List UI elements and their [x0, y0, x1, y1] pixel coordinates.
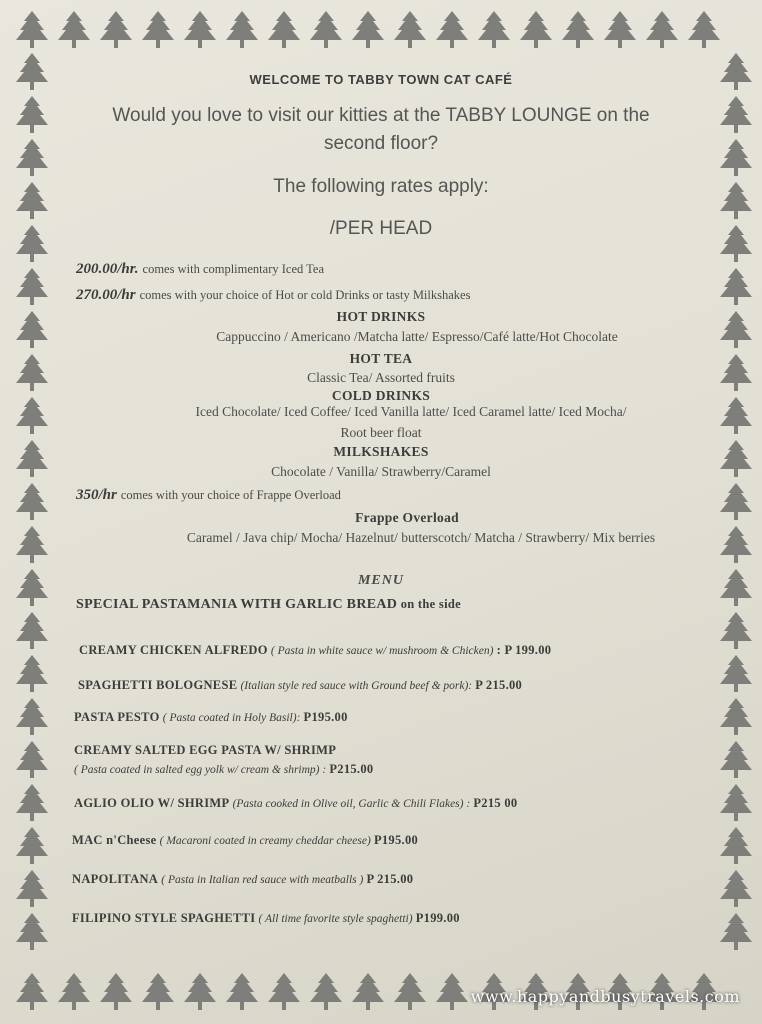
dish-price: P 215.00 [366, 872, 414, 886]
tree-icon [14, 267, 50, 307]
tree-icon [56, 972, 92, 1012]
tree-icon [718, 826, 754, 866]
tree-icon [14, 611, 50, 651]
tree-icon [14, 783, 50, 823]
rate-price: 270.00/hr [76, 287, 136, 303]
dish-desc: ( Pasta coated in Holy Basil): [162, 712, 301, 724]
rate-row-200 [76, 260, 324, 278]
dish-napolitana [72, 872, 413, 887]
tree-icon [718, 267, 754, 307]
dish-price: P199.00 [415, 911, 460, 925]
rate-desc: comes with your choice of Hot or cold Drinks or tasty Milkshakes [139, 288, 471, 302]
dish-name: FILIPINO STYLE SPAGHETTI [72, 911, 256, 925]
tree-icon [182, 10, 218, 50]
tree-icon [14, 697, 50, 737]
dish-desc: ( All time favorite style spaghetti) [258, 913, 413, 925]
tree-icon [718, 869, 754, 909]
tree-icon [392, 10, 428, 50]
hot-tea-heading: HOT TEA [349, 351, 413, 366]
dish-price: P215 00 [473, 796, 518, 810]
dish-name: MAC n'Cheese [72, 833, 157, 847]
dish-aglio-olio [74, 796, 517, 811]
milkshakes-heading: MILKSHAKES [333, 444, 429, 459]
rate-price: 200.00/hr. [76, 261, 139, 277]
tree-icon [308, 10, 344, 50]
tree-icon [182, 972, 218, 1012]
dish-desc: (Italian style red sauce with Ground beef & pork): [240, 680, 473, 692]
tree-icon [718, 740, 754, 780]
tree-icon [434, 972, 470, 1012]
rates-apply-line: The following rates apply: [273, 176, 489, 197]
dish-name: NAPOLITANA [72, 872, 159, 886]
rate-desc: comes with complimentary Iced Tea [142, 262, 325, 276]
dish-name: SPAGHETTI BOLOGNESE [78, 678, 238, 692]
tree-icon [224, 972, 260, 1012]
intro-line-2: second floor? [323, 133, 439, 154]
tree-icon [56, 10, 92, 50]
tree-icon [14, 740, 50, 780]
rate-row-350 [76, 486, 341, 504]
cold-drinks-items-1: Iced Chocolate/ Iced Coffee/ Iced Vanilla latte/ Iced Caramel latte/ Iced Mocha/ [195, 404, 627, 419]
dish-salted-egg-pasta-desc [74, 762, 373, 777]
dish-filipino-spaghetti [72, 911, 460, 926]
tree-icon [98, 972, 134, 1012]
hot-drinks-items: Cappuccino / Americano /Matcha latte/ Espresso/Café latte/Hot Chocolate [216, 329, 618, 344]
dish-desc: ( Pasta coated in salted egg yolk w/ cream & shrimp) : [74, 764, 327, 776]
tree-icon [644, 10, 680, 50]
tree-icon [718, 912, 754, 952]
tree-icon [718, 611, 754, 651]
dish-mac-n-cheese [72, 833, 418, 848]
dish-name: CREAMY SALTED EGG PASTA W/ SHRIMP [74, 743, 337, 757]
dish-price: P195.00 [303, 710, 348, 724]
rate-row-270 [76, 286, 470, 304]
hot-tea-items: Classic Tea/ Assorted fruits [307, 370, 455, 385]
dish-price: P195.00 [373, 833, 419, 847]
tree-icon [224, 10, 260, 50]
dish-price: P215.00 [329, 762, 374, 776]
watermark-url: www.happyandbusytravels.com [470, 987, 740, 1006]
tree-icon [14, 972, 50, 1012]
tree-icon [560, 10, 596, 50]
tree-icon [434, 10, 470, 50]
tree-icon [266, 972, 302, 1012]
tree-icon [14, 912, 50, 952]
frappe-heading: Frappe Overload [355, 510, 459, 525]
intro-line-1: Would you love to visit our kitties at the TABBY LOUNGE on the [112, 105, 650, 126]
tree-icon [14, 10, 50, 50]
dish-desc: (Pasta cooked in Olive oil, Garlic & Chili Flakes) : [232, 798, 471, 810]
dish-name: PASTA PESTO [74, 710, 160, 724]
tree-icon [266, 10, 302, 50]
tree-icon [602, 10, 638, 50]
hot-drinks-heading: HOT DRINKS [336, 309, 426, 324]
dish-desc: ( Pasta in Italian red sauce with meatballs ) [161, 874, 364, 886]
per-head-label: /PER HEAD [329, 218, 433, 239]
rate-price: 350/hr [76, 487, 117, 503]
tree-icon [14, 654, 50, 694]
menu-title: MENU [357, 573, 404, 588]
dish-name: CREAMY CHICKEN ALFREDO [79, 643, 268, 657]
tree-icon [350, 972, 386, 1012]
dish-desc: ( Macaroni coated in creamy cheddar cheese) [159, 835, 371, 847]
tree-icon [350, 10, 386, 50]
tree-icon [14, 869, 50, 909]
tree-icon [718, 783, 754, 823]
tree-icon [140, 972, 176, 1012]
dish-pasta-pesto [74, 710, 348, 725]
milkshakes-items: Chocolate / Vanilla/ Strawberry/Caramel [271, 464, 491, 479]
dish-price: : P 199.00 [496, 643, 552, 657]
dish-name: AGLIO OLIO W/ SHRIMP [74, 796, 230, 810]
dish-salted-egg-pasta [74, 743, 336, 758]
frappe-items: Caramel / Java chip/ Mocha/ Hazelnut/ butterscotch/ Matcha / Strawberry/ Mix berries [186, 530, 656, 545]
tree-icon [686, 10, 722, 50]
rate-desc: comes with your choice of Frappe Overload [120, 488, 341, 502]
dish-price: P 215.00 [475, 678, 523, 692]
special-main: SPECIAL PASTAMANIA WITH GARLIC BREAD [76, 597, 398, 612]
cold-drinks-items-2: Root beer float [340, 425, 422, 440]
tree-icon [14, 826, 50, 866]
tree-icon [140, 10, 176, 50]
tree-icon [392, 972, 428, 1012]
dish-desc: ( Pasta in white sauce w/ mushroom & Chicken) [270, 645, 494, 657]
tree-icon [718, 697, 754, 737]
tree-icon [308, 972, 344, 1012]
special-side: on the side [400, 597, 461, 611]
welcome-title: WELCOME TO TABBY TOWN CAT CAFÉ [249, 72, 513, 87]
dish-creamy-chicken-alfredo [79, 643, 551, 658]
tree-icon [98, 10, 134, 50]
tree-icon [476, 10, 512, 50]
special-pastamania [76, 597, 461, 613]
cold-drinks-heading: COLD DRINKS [331, 388, 431, 403]
tree-icon [518, 10, 554, 50]
dish-spaghetti-bolognese [78, 678, 522, 693]
tree-icon [718, 654, 754, 694]
